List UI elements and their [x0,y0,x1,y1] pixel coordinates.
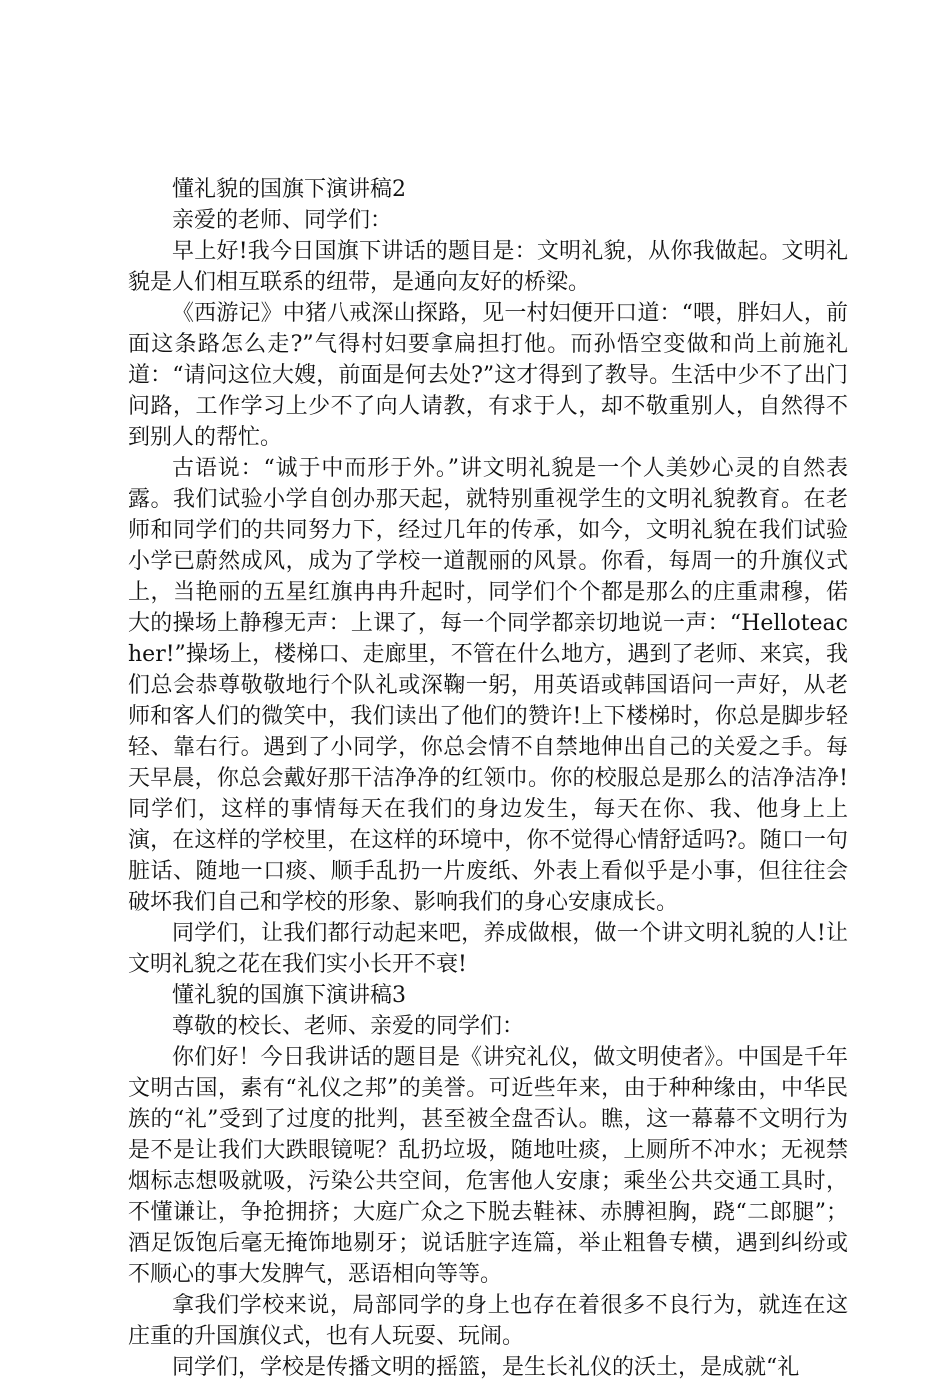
body-paragraph: 你们好！今日我讲话的题目是《讲究礼仪，做文明使者》。中国是千年文明古国，素有“礼仪之邦”的美誉。可近些年来，由于种种缘由，中华民族的“礼”受到了过度的批判，甚至被全盘否认。瞧，这一幕幕不文明行为是不是让我们大跌眼镜呢？乱扔垃圾，随地吐痰，上厕所不冲水；无视禁烟标志想吸就吸，污染公共空间，危害他人安康；乘坐公共交通工具时，不懂谦让，争抢拥挤；大庭广众之下脱去鞋袜、赤膊袒胸，跷“二郎腿”；酒足饭饱后毫无掩饰地剔牙；说话脏字连篇，举止粗鲁专横，遇到纠纷或不顺心的事大发脾气，恶语相向等等。 [128,1045,848,1287]
body-paragraph: 早上好!我今日国旗下讲话的题目是：文明礼貌，从你我做起。文明礼貌是人们相互联系的纽带，是通向友好的桥梁。 [128,239,848,295]
section-title-3: 懂礼貌的国旗下演讲稿3 [172,983,406,1008]
body-paragraph: 同学们，学校是传播文明的摇篮，是生长礼仪的沃土，是成就“礼 [172,1355,800,1380]
salutation-paragraph: 尊敬的校长、老师、亲爱的同学们： [172,1014,525,1039]
body-paragraph: 《西游记》中猪八戒深山探路，见一村妇便开口道：“喂，胖妇人，前面这条路怎么走?”气得村妇要拿扁担打他。而孙悟空变做和尚上前施礼道：“请问这位大嫂，前面是何去处?”这才得到了教导。生活中少不了出门问路，工作学习上少不了向人请教，有求于人，却不敬重别人，自然得不到别人的帮忙。 [128,301,848,450]
section-title-2: 懂礼貌的国旗下演讲稿2 [172,177,406,202]
salutation-paragraph: 亲爱的老师、同学们： [172,208,393,233]
body-paragraph: 拿我们学校来说，局部同学的身上也存在着很多不良行为，就连在这庄重的升国旗仪式，也有人玩耍、玩闹。 [128,1293,848,1349]
body-paragraph: 古语说：“诚于中而形于外。”讲文明礼貌是一个人美妙心灵的自然表露。我们试验小学自创办那天起，就特别重视学生的文明礼貌教育。在老师和同学们的共同努力下，经过几年的传承，如今，文明礼貌在我们试验小学已蔚然成风，成为了学校一道靓丽的风景。你看，每周一的升旗仪式上，当艳丽的五星红旗冉冉升起时，同学们个个都是那么的庄重肃穆，偌大的操场上静穆无声：上课了，每一个同学都亲切地说一声：“Helloteacher!”操场上，楼梯口、走廊里，不管在什么地方，遇到了老师、来宾，我们总会恭尊敬敬地行个队礼或深鞠一躬，用英语或韩国语问一声好，从老师和客人们的微笑中，我们读出了他们的赞许!上下楼梯时，你总是脚步轻轻、靠右行。遇到了小同学，你总会情不自禁地伸出自己的关爱之手。每天早晨，你总会戴好那干洁净净的红领巾。你的校服总是那么的洁净洁净!同学们，这样的事情每天在我们的身边发生，每天在你、我、他身上上演，在这样的学校里，在这样的环境中，你不觉得心情舒适吗?。随口一句脏话、随地一口痰、顺手乱扔一片废纸、外表上看似乎是小事，但往往会破坏我们自己和学校的形象、影响我们的身心安康成长。 [128,456,848,915]
document-page [128,174,848,1383]
body-paragraph: 同学们，让我们都行动起来吧，养成做根，做一个讲文明礼貌的人!让文明礼貌之花在我们实小长开不衰! [128,921,848,977]
